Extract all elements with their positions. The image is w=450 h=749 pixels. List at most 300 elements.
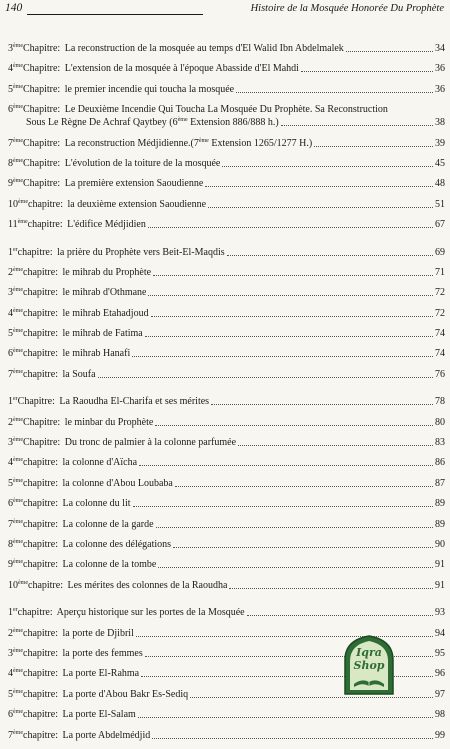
chapter-word: chapitre: (23, 729, 58, 741)
entry-title: La reconstruction Médjidienne.(7 (64, 137, 199, 149)
chapter-suffix: ème (13, 647, 23, 654)
chapter-word: chapitre: (23, 559, 58, 571)
chapter-word: chapitre: (17, 607, 53, 619)
entry-label (8, 708, 136, 721)
entry-title: le minbar du Prophète (64, 416, 154, 428)
entry-label (8, 157, 220, 170)
leader-dots (138, 717, 433, 718)
chapter-suffix: ème (13, 559, 23, 566)
chapter-word: Chapitre: (23, 416, 61, 428)
leader-dots (205, 186, 433, 187)
chapter-number: 9 (8, 559, 13, 571)
toc-entry (8, 558, 445, 578)
entry-title: le mihrab du Prophète (62, 266, 152, 278)
chapter-number: 7 (8, 518, 13, 530)
entry-title: La porte El-Salam (62, 709, 136, 721)
toc-line (8, 729, 445, 742)
entry-title: la prière du Prophète vers Beit-El-Maqdis (57, 246, 225, 258)
entry-label (8, 62, 299, 75)
chapter-suffix: ème (13, 416, 23, 423)
toc-line (8, 538, 445, 551)
leader-dots (148, 227, 433, 228)
chapter-suffix: ème (18, 579, 28, 586)
page-ref: 89 (435, 518, 445, 530)
toc-line (8, 456, 445, 469)
chapter-number: 4 (8, 307, 13, 319)
chapter-suffix: ème (13, 457, 23, 464)
chapter-suffix: ème (13, 627, 23, 634)
chapter-number: 7 (8, 137, 13, 149)
entry-title: la colonne d'Abou Loubaba (62, 477, 173, 489)
entry-title: la colonne d'Aïcha (62, 457, 138, 469)
chapter-number: 9 (8, 178, 13, 190)
toc-line (8, 62, 445, 75)
entry-label (8, 218, 146, 231)
toc-entry (8, 477, 445, 497)
entry-title: L'extension de la mosquée à l'époque Abasside d'El Mahdi (64, 63, 299, 75)
toc-entry (8, 137, 445, 157)
chapter-number: 1 (8, 246, 13, 258)
chapter-word: chapitre: (23, 307, 58, 319)
chapter-suffix: ème (13, 287, 23, 294)
entry-label (8, 688, 188, 701)
entry-title: le premier incendie qui toucha la mosquée (64, 83, 235, 95)
chapter-number: 6 (8, 498, 13, 510)
toc-entry (8, 218, 445, 238)
toc-entry (8, 416, 445, 436)
chapter-number: 8 (8, 157, 13, 169)
page-ref: 39 (435, 137, 445, 149)
toc-entry (8, 436, 445, 456)
page-ref: 89 (435, 498, 445, 510)
chapter-number: 6 (8, 348, 13, 360)
chapter-suffix: er (13, 246, 18, 253)
chapter-word: Chapitre: (23, 437, 61, 449)
toc-line (8, 42, 445, 55)
page-ref: 67 (435, 219, 445, 231)
chapter-suffix: ème (13, 43, 23, 49)
entry-label (8, 416, 153, 429)
chapter-word: chapitre: (28, 579, 63, 591)
chapter-word: chapitre: (28, 198, 63, 210)
chapter-word: Chapitre: (23, 104, 61, 116)
entry-label-cont (8, 116, 279, 129)
leader-dots (156, 527, 433, 528)
chapter-suffix: ème (13, 709, 23, 716)
chapter-word: chapitre: (23, 538, 58, 550)
chapter-word: chapitre: (23, 287, 58, 299)
page-ref: 86 (435, 457, 445, 469)
title-suffix: ème (198, 137, 209, 144)
leader-dots (151, 316, 433, 317)
toc-entry (8, 327, 445, 347)
leader-dots (281, 125, 433, 126)
chapter-suffix: ème (18, 198, 28, 205)
entry-title: La porte El-Rahma (62, 668, 140, 680)
entry-label (8, 477, 173, 490)
page-ref: 71 (435, 266, 445, 278)
toc-entry (8, 83, 445, 103)
entry-title: le mihrab d'Othmane (62, 287, 147, 299)
entry-title: la deuxième extension Saoudienne (67, 198, 207, 210)
toc-line (8, 477, 445, 490)
entry-label (8, 83, 234, 96)
toc-line (8, 497, 445, 510)
page-number: 140 (5, 2, 23, 14)
chapter-word: chapitre: (23, 668, 58, 680)
chapter-number: 5 (8, 328, 13, 340)
entry-title: Du tronc de palmier à la colonne parfumée (64, 437, 237, 449)
chapter-word: Chapitre: (23, 63, 61, 75)
entry-label (8, 198, 206, 211)
chapter-suffix: ème (13, 538, 23, 545)
chapter-suffix: ème (13, 518, 23, 525)
chapter-number: 3 (8, 43, 13, 54)
entry-title: la porte des femmes (62, 647, 143, 659)
chapter-number: 3 (8, 647, 13, 659)
leader-dots (155, 425, 433, 426)
chapter-suffix: ème (13, 104, 23, 111)
leader-dots (158, 567, 433, 568)
toc-entry (8, 395, 445, 415)
entry-label (8, 42, 344, 55)
page-ref: 72 (435, 307, 445, 319)
chapter-number: 7 (8, 729, 13, 741)
page-ref: 99 (435, 729, 445, 741)
leader-dots (247, 615, 433, 616)
chapter-word: chapitre: (23, 709, 58, 721)
toc-entry (8, 307, 445, 327)
entry-label (8, 729, 150, 742)
entry-title: Les mérites des colonnes de la Raoudha (67, 579, 228, 591)
leader-dots (132, 356, 433, 357)
entry-label (8, 395, 209, 408)
toc-entry (8, 266, 445, 286)
entry-label (8, 368, 96, 381)
chapter-number: 5 (8, 477, 13, 489)
leader-dots (175, 486, 433, 487)
entry-title: La reconstruction de la mosquée au temps d'El Walid Ibn Abdelmalek (64, 43, 344, 54)
page-ref: 45 (435, 157, 445, 169)
toc-line (8, 83, 445, 96)
page-ref: 90 (435, 538, 445, 550)
svg-text:Shop: Shop (353, 659, 385, 672)
page-ref: 97 (435, 688, 445, 700)
chapter-number: 2 (8, 627, 13, 639)
toc-entry (8, 606, 445, 626)
toc-line (8, 606, 445, 619)
header-rule (27, 14, 203, 15)
page-ref: 94 (435, 627, 445, 639)
chapter-word: Chapitre: (17, 396, 55, 408)
leader-dots (153, 275, 433, 276)
chapter-word: Chapitre: (23, 157, 61, 169)
toc-line (8, 157, 445, 170)
chapter-number: 3 (8, 437, 13, 449)
page-ref: 69 (435, 246, 445, 258)
entry-title: La colonne du lit (62, 498, 131, 510)
entry-label (8, 538, 171, 551)
entry-title: la porte de Djibril (62, 627, 134, 639)
entry-label (8, 137, 312, 150)
chapter-word: chapitre: (23, 457, 58, 469)
toc-entry (8, 62, 445, 82)
toc-line (8, 218, 445, 231)
entry-label (8, 627, 134, 640)
toc-entry (8, 538, 445, 558)
page-ref: 95 (435, 647, 445, 659)
leader-dots (236, 92, 433, 93)
entry-label (8, 177, 203, 190)
running-title: Histoire de la Mosquée Honorée Du Prophète (250, 3, 444, 14)
toc-line (8, 579, 445, 592)
chapter-number: 2 (8, 416, 13, 428)
toc-line (8, 395, 445, 408)
leader-dots (346, 51, 433, 52)
entry-title: L'édifice Médjidien (67, 219, 146, 231)
chapter-word: chapitre: (23, 518, 58, 530)
toc-line (8, 347, 445, 360)
toc-line (8, 708, 445, 721)
toc-entry (8, 177, 445, 197)
toc-entry (8, 286, 445, 306)
toc-line (8, 327, 445, 340)
toc-entry (8, 157, 445, 177)
entry-label (8, 558, 156, 571)
leader-dots (145, 336, 433, 337)
entry-label (8, 647, 143, 660)
chapter-word: chapitre: (23, 368, 58, 380)
entry-title: Aperçu historique sur les portes de la Mosquée (56, 607, 245, 619)
chapter-number: 5 (8, 83, 13, 95)
page-ref: 51 (435, 198, 445, 210)
chapter-word: chapitre: (23, 498, 58, 510)
leader-dots (301, 71, 433, 72)
entry-label (8, 307, 149, 320)
page-ref: 80 (435, 416, 445, 428)
chapter-suffix: ème (13, 307, 23, 314)
chapter-word: chapitre: (23, 627, 58, 639)
page-ref: 91 (435, 579, 445, 591)
entry-title-end: Extension 1265/1277 H.) (208, 137, 313, 149)
leader-dots (139, 465, 433, 466)
chapter-word: chapitre: (23, 477, 58, 489)
chapter-number: 1 (8, 607, 13, 619)
toc-line (8, 416, 445, 429)
chapter-number: 4 (8, 668, 13, 680)
leader-dots (238, 445, 433, 446)
entry-title-cont: Sous Le Règne De Achraf Qaytbey (6 (26, 117, 178, 129)
leader-dots (211, 404, 433, 405)
page-ref: 48 (435, 178, 445, 190)
entry-label (8, 286, 146, 299)
toc-entry (8, 579, 445, 599)
chapter-number: 10 (8, 198, 18, 210)
toc-entry (8, 246, 445, 266)
chapter-word: chapitre: (23, 348, 58, 360)
entry-label (8, 103, 388, 116)
toc-entry (8, 347, 445, 367)
entry-label (8, 518, 154, 531)
toc-line (8, 307, 445, 320)
toc-line (8, 558, 445, 571)
chapter-word: Chapitre: (23, 43, 61, 54)
page-ref: 74 (435, 348, 445, 360)
page-ref: 91 (435, 559, 445, 571)
toc-entry (8, 729, 445, 749)
entry-title: le mihrab Etahadjoud (62, 307, 149, 319)
toc-entry (8, 708, 445, 728)
entry-label (8, 456, 137, 469)
leader-dots (152, 738, 433, 739)
chapter-suffix: ème (13, 437, 23, 444)
chapter-number: 10 (8, 579, 18, 591)
leader-dots (98, 377, 433, 378)
chapter-word: chapitre: (27, 219, 63, 231)
chapter-suffix: ème (13, 328, 23, 335)
entry-label (8, 606, 245, 619)
chapter-number: 2 (8, 266, 13, 278)
chapter-number: 3 (8, 287, 13, 299)
chapter-suffix: ème (13, 668, 23, 675)
entry-title: La colonne des délégations (62, 538, 172, 550)
chapter-word: chapitre: (23, 688, 58, 700)
leader-dots (173, 547, 433, 548)
page-ref: 87 (435, 477, 445, 489)
chapter-number: 8 (8, 538, 13, 550)
page-ref: 83 (435, 437, 445, 449)
toc-line (8, 518, 445, 531)
toc-entry (8, 198, 445, 218)
entry-title: La Raoudha El-Charifa et ses mérites (59, 396, 210, 408)
toc-line (8, 177, 445, 190)
toc-line (8, 137, 445, 150)
toc-entry (8, 518, 445, 538)
leader-dots (208, 207, 433, 208)
toc-line (8, 198, 445, 211)
chapter-number: 11 (8, 219, 18, 231)
chapter-suffix: ème (13, 688, 23, 695)
chapter-number: 6 (8, 104, 13, 116)
chapter-suffix: ème (13, 729, 23, 736)
chapter-word: chapitre: (17, 246, 53, 258)
toc-entry (8, 42, 445, 62)
entry-title: Le Deuxième Incendie Qui Toucha La Mosquée Du Prophète. Sa Reconstruction (64, 104, 388, 116)
toc-entry (8, 456, 445, 476)
chapter-suffix: ème (13, 348, 23, 355)
chapter-word: Chapitre: (23, 178, 61, 190)
page-ref: 74 (435, 328, 445, 340)
chapter-number: 4 (8, 63, 13, 75)
chapter-suffix: ème (13, 477, 23, 484)
chapter-number: 7 (8, 368, 13, 380)
chapter-word: chapitre: (23, 266, 58, 278)
entry-title: La première extension Saoudienne (64, 178, 204, 190)
entry-title: La porte Abdelmédjid (62, 729, 151, 741)
chapter-word: chapitre: (23, 647, 58, 659)
page-ref: 72 (435, 287, 445, 299)
toc-line (8, 103, 445, 116)
leader-dots (222, 166, 433, 167)
chapter-suffix: ème (13, 157, 23, 164)
entry-label (8, 497, 131, 510)
entry-title: La colonne de la tombe (62, 559, 157, 571)
toc-line (8, 246, 445, 259)
leader-dots (133, 506, 433, 507)
entry-label (8, 579, 227, 592)
chapter-suffix: ème (13, 83, 23, 90)
entry-label (8, 667, 139, 680)
entry-label (8, 436, 236, 449)
page-header (5, 2, 444, 18)
entry-title: La porte d'Abou Bakr Es-Sediq (62, 688, 189, 700)
toc-entry (8, 368, 445, 388)
leader-dots (229, 588, 433, 589)
iqra-shop-logo-icon (340, 634, 398, 696)
chapter-suffix: ème (13, 63, 23, 70)
entry-label (8, 246, 225, 259)
toc-line (8, 116, 445, 129)
title-suffix: ème (177, 117, 188, 124)
entry-title: L'évolution de la toiture de la mosquée (64, 157, 221, 169)
page-ref: 96 (435, 668, 445, 680)
chapter-number: 1 (8, 396, 13, 408)
toc-line (8, 286, 445, 299)
entry-label (8, 347, 130, 360)
page-ref: 34 (435, 43, 445, 54)
page-ref: 98 (435, 709, 445, 721)
page-ref: 76 (435, 368, 445, 380)
entry-title-end: Extension 886/888 h.) (187, 117, 279, 129)
chapter-suffix: ème (17, 219, 28, 226)
entry-label (8, 327, 143, 340)
svg-text:Iqra: Iqra (356, 646, 382, 659)
toc-line (8, 266, 445, 279)
entry-title: La colonne de la garde (62, 518, 154, 530)
toc-entry (8, 497, 445, 517)
chapter-number: 6 (8, 709, 13, 721)
chapter-word: chapitre: (23, 328, 58, 340)
page-ref: 38 (435, 117, 445, 129)
page-ref: 36 (435, 63, 445, 75)
leader-dots (148, 295, 433, 296)
leader-dots (227, 255, 433, 256)
entry-title: le mihrab Hanafi (62, 348, 131, 360)
chapter-number: 5 (8, 688, 13, 700)
leader-dots (190, 697, 433, 698)
chapter-number: 4 (8, 457, 13, 469)
entry-title: la Soufa (62, 368, 96, 380)
chapter-word: Chapitre: (23, 83, 61, 95)
chapter-suffix: ème (13, 266, 23, 273)
chapter-suffix: ème (13, 498, 23, 505)
toc-entry (8, 103, 445, 136)
toc-line (8, 436, 445, 449)
entry-title: le mihrab de Fatima (62, 328, 143, 340)
chapter-word: Chapitre: (23, 137, 61, 149)
page-ref: 93 (435, 607, 445, 619)
chapter-suffix: ème (13, 178, 23, 185)
toc-line (8, 368, 445, 381)
chapter-suffix: ème (13, 137, 23, 144)
page-ref: 36 (435, 83, 445, 95)
chapter-suffix: er (13, 396, 18, 403)
chapter-suffix: er (13, 607, 18, 614)
chapter-suffix: ème (13, 368, 23, 375)
leader-dots (314, 146, 433, 147)
page-ref: 78 (435, 396, 445, 408)
entry-label (8, 266, 151, 279)
